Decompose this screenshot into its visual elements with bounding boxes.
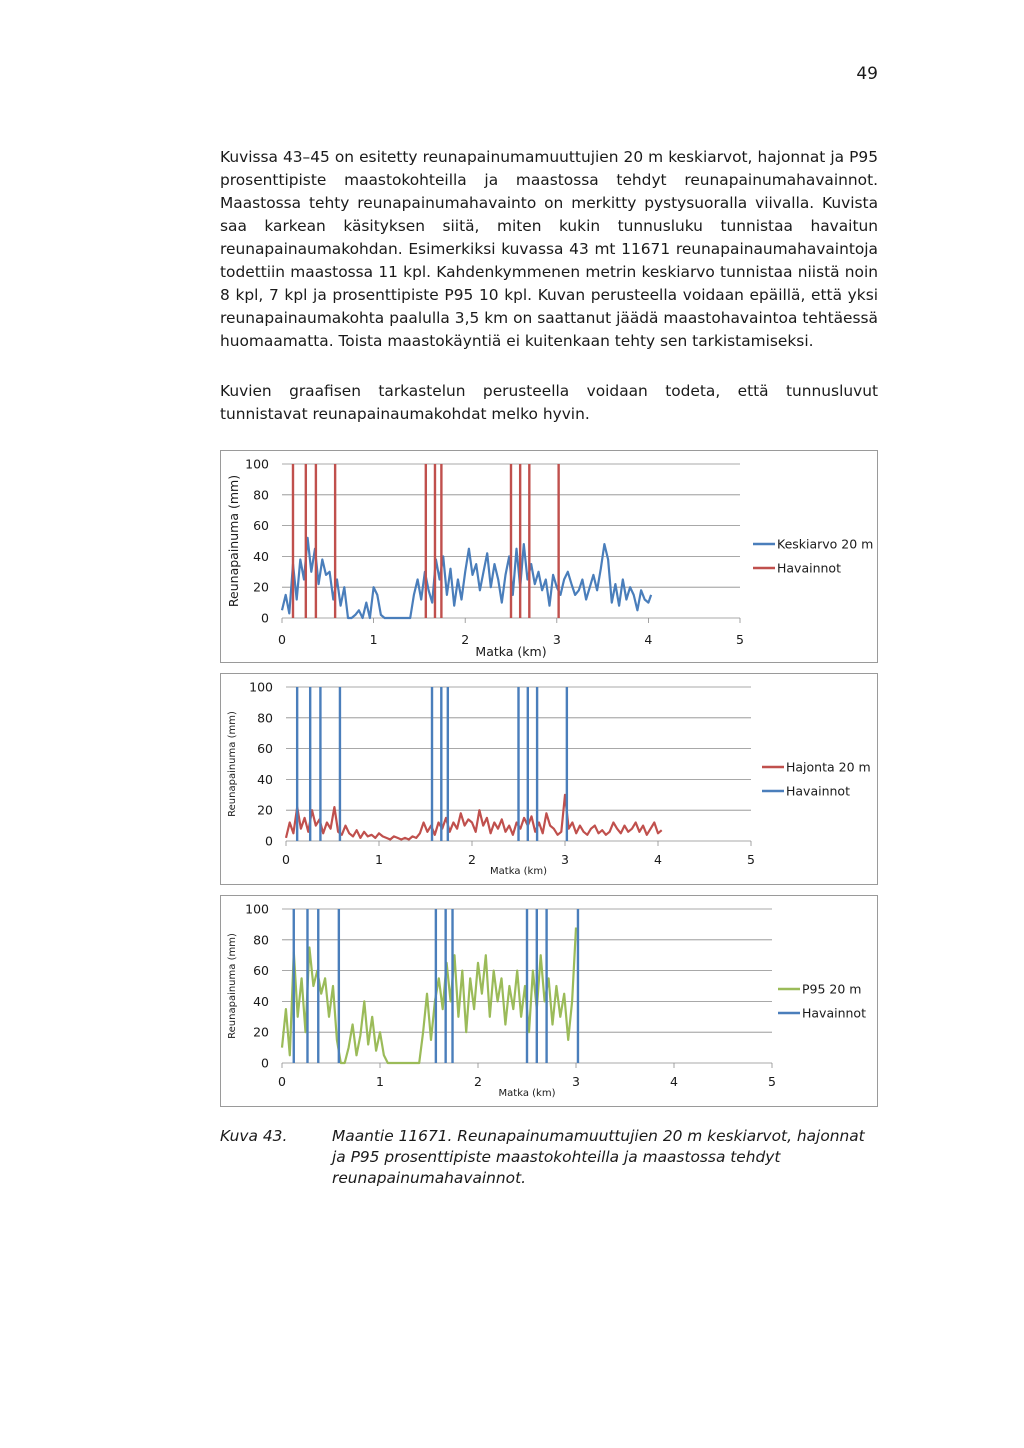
chart-keskiarvo: [220, 450, 878, 663]
x-tick-label: 1: [376, 1074, 384, 1089]
y-tick-label: 20: [257, 802, 273, 818]
y-tick-label: 40: [253, 548, 269, 564]
x-tick-label: 4: [644, 632, 653, 647]
series-line: [282, 928, 576, 1064]
page-number: 49: [856, 64, 878, 84]
legend-label: Havainnot: [777, 560, 841, 576]
chart-hajonta-svg: [221, 674, 877, 884]
x-axis-title: Matka (km): [490, 866, 547, 877]
y-tick-label: 40: [257, 771, 273, 787]
y-tick-label: 80: [257, 710, 273, 726]
chart-p95: [220, 895, 878, 1107]
y-tick-label: 20: [253, 1024, 269, 1040]
x-tick-label: 3: [552, 632, 561, 647]
x-tick-label: 1: [369, 632, 378, 647]
y-tick-label: 0: [265, 833, 273, 849]
body-paragraph-2: Kuvien graafisen tarkastelun perusteella voidaan todeta, että tunnusluvut tunnistavat reunapainaumakohdat melko hyvin.: [220, 382, 878, 423]
x-tick-label: 3: [572, 1074, 580, 1089]
body-paragraph-1: Kuvissa 43–45 on esitetty reunapainumamuuttujien 20 m keskiarvot, hajonnat ja P95 prosenttipiste maastokohteilla ja maastossa tehdyt reunapainumahavainnot. Maastossa tehty reunapainumahavainto on merkitty pystysuoralla viivalla. Kuvista saa karkean käsityksen siitä, miten kukin tunnusluku tunnistaa havaitun reunapainaumakohdan. Esimerkiksi kuvassa 43 mt 11671 reunapainaumahavaintoja todettiin maastossa 11 kpl. Kahdenkymmenen metrin keskiarvo tunnistaa niistä noin 8 kpl, 7 kpl ja prosenttipiste P95 10 kpl. Kuvan perusteella voidaan epäillä, että yksi reunapainaumakohta paalulla 3,5 km on saattanut jäädä maastohavaintoa tehtäessä huomaamatta. Toista maastokäyntiä ei kuitenkaan tehty sen tarkistamiseksi.: [220, 148, 878, 350]
x-tick-label: 5: [768, 1074, 776, 1089]
chart-hajonta: [220, 673, 878, 885]
y-tick-label: 100: [245, 901, 269, 917]
x-tick-label: 2: [461, 632, 470, 647]
y-tick-label: 80: [253, 932, 269, 948]
x-tick-label: 2: [468, 852, 476, 867]
y-tick-label: 60: [253, 518, 269, 534]
x-tick-label: 0: [282, 852, 290, 867]
y-axis-title: Reunapainuma (mm): [226, 474, 241, 608]
x-tick-label: 2: [474, 1074, 482, 1089]
legend-label: Havainnot: [802, 1005, 866, 1021]
y-tick-label: 0: [261, 610, 269, 626]
caption-text: Maantie 11671. Reunapainumamuuttujien 20 m keskiarvot, hajonnat ja P95 prosenttipiste maastokohteilla ja maastossa tehdyt reunapainumahavainnot.: [332, 1127, 865, 1187]
x-axis-title: Matka (km): [498, 1088, 556, 1099]
legend-label: Keskiarvo 20 m: [777, 536, 874, 552]
legend-label: Hajonta 20 m: [786, 759, 871, 775]
y-tick-label: 40: [253, 993, 269, 1009]
y-tick-label: 20: [253, 579, 269, 595]
legend-label: Havainnot: [786, 783, 850, 799]
y-tick-label: 80: [253, 487, 269, 503]
x-tick-label: 5: [736, 632, 744, 647]
x-tick-label: 1: [375, 852, 383, 867]
series-line: [282, 538, 651, 618]
y-axis-title: Reunapainuma (mm): [227, 711, 238, 817]
y-tick-label: 60: [257, 741, 273, 757]
x-tick-label: 0: [278, 632, 286, 647]
x-tick-label: 4: [670, 1074, 678, 1089]
chart-keskiarvo-svg: [221, 451, 877, 662]
y-tick-label: 60: [253, 963, 269, 979]
x-tick-label: 5: [747, 852, 755, 867]
series-line: [286, 795, 662, 840]
x-axis-title: Matka (km): [475, 644, 547, 659]
y-axis-title: Reunapainuma (mm): [227, 933, 238, 1039]
y-tick-label: 100: [249, 679, 273, 695]
chart-p95-svg: [221, 896, 877, 1106]
x-tick-label: 0: [278, 1074, 286, 1089]
y-tick-label: 0: [261, 1055, 269, 1071]
x-tick-label: 4: [654, 852, 662, 867]
x-tick-label: 3: [561, 852, 569, 867]
y-tick-label: 100: [245, 456, 269, 472]
legend-label: P95 20 m: [802, 981, 862, 997]
caption-label: Kuva 43.: [220, 1127, 288, 1145]
